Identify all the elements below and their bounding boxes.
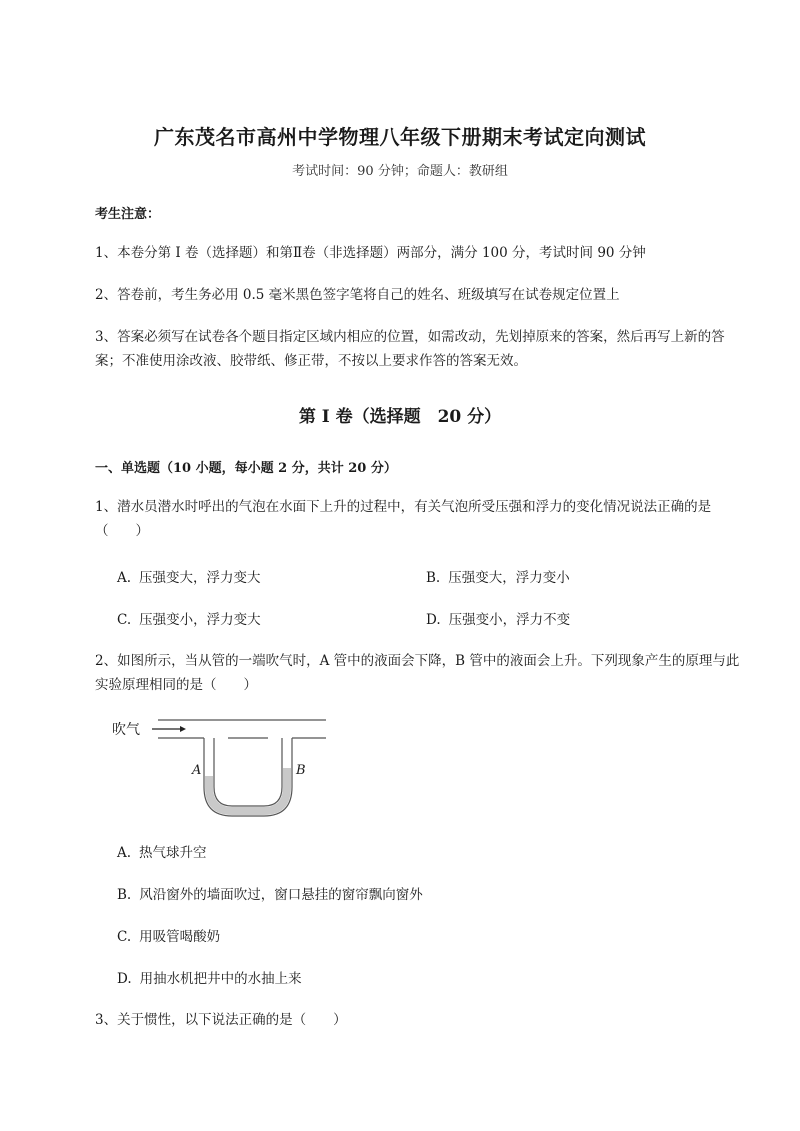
question-1-option-a (117, 566, 261, 586)
question-2-option-c (117, 925, 220, 945)
option-letter: B. (426, 570, 441, 586)
question-3-stem: 3、关于惯性，以下说法正确的是（ ） (95, 1012, 347, 1028)
exam-title: 广东茂名市高州中学物理八年级下册期末考试定向测试 (154, 125, 646, 149)
option-text: 压强变小，浮力不变 (448, 612, 571, 628)
option-letter: D. (117, 971, 132, 987)
notice-item-2: 2、答卷前，考生务必用 0.5 毫米黑色签字笔将自己的姓名、班级填写在试卷规定位置上 (95, 287, 620, 303)
option-text: 压强变大，浮力变小 (448, 570, 570, 586)
option-letter: C. (117, 612, 132, 628)
option-letter: A. (117, 845, 132, 861)
option-text: 压强变大，浮力变大 (139, 570, 261, 586)
question-2-stem: 2、如图所示，当从管的一端吹气时，A 管中的液面会下降，B 管中的液面会上升。下列现象产生的原理与此实验原理相同的是（ ） (95, 653, 740, 693)
option-text: 用抽水机把井中的水抽上来 (139, 971, 302, 987)
question-1-stem: 1、潜水员潜水时呼出的气泡在水面下上升的过程中，有关气泡所受压强和浮力的变化情况说法正确的是（ ） (95, 499, 712, 539)
exam-subtitle: 考试时间：90 分钟；命题人：教研组 (292, 164, 508, 179)
notice-heading: 考生注意： (95, 207, 161, 222)
liquid-fill (205, 768, 291, 815)
option-text: 风沿窗外的墙面吹过，窗口悬挂的窗帘飘向窗外 (139, 887, 423, 903)
question-2-option-d (117, 967, 302, 987)
question-2-option-a (117, 841, 207, 861)
blow-label: 吹气 (112, 722, 140, 738)
question-2-option-b (117, 883, 423, 903)
notice-item-1: 1、本卷分第 I 卷（选择题）和第Ⅱ卷（非选择题）两部分，满分 100 分，考试时间 90 分钟 (95, 245, 646, 261)
question-1-option-b (426, 566, 570, 586)
arrow-head-icon (180, 726, 186, 732)
section-title: 第 I 卷（选择题 20 分） (298, 407, 502, 427)
question-1-option-d (426, 608, 570, 628)
question-group-heading: 一、单选题（10 小题，每小题 2 分，共计 20 分） (95, 461, 397, 476)
label-a: A (192, 763, 202, 778)
option-letter: B. (117, 887, 132, 903)
notice-item-3: 3、答案必须写在试卷各个题目指定区域内相应的位置，如需改动，先划掉原来的答案，然后再写上新的答案；不准使用涂改液、胶带纸、修正带，不按以上要求作答的答案无效。 (95, 329, 725, 369)
label-b: B (296, 763, 306, 778)
option-text: 热气球升空 (139, 845, 207, 861)
option-letter: D. (426, 612, 441, 628)
u-tube-diagram (108, 712, 338, 822)
question-1-option-c (117, 608, 261, 628)
u-tube-inner-wall (214, 738, 282, 806)
option-text: 用吸管喝酸奶 (139, 929, 221, 945)
option-letter: A. (117, 570, 132, 586)
option-letter: C. (117, 929, 132, 945)
option-text: 压强变小，浮力变大 (139, 612, 261, 628)
